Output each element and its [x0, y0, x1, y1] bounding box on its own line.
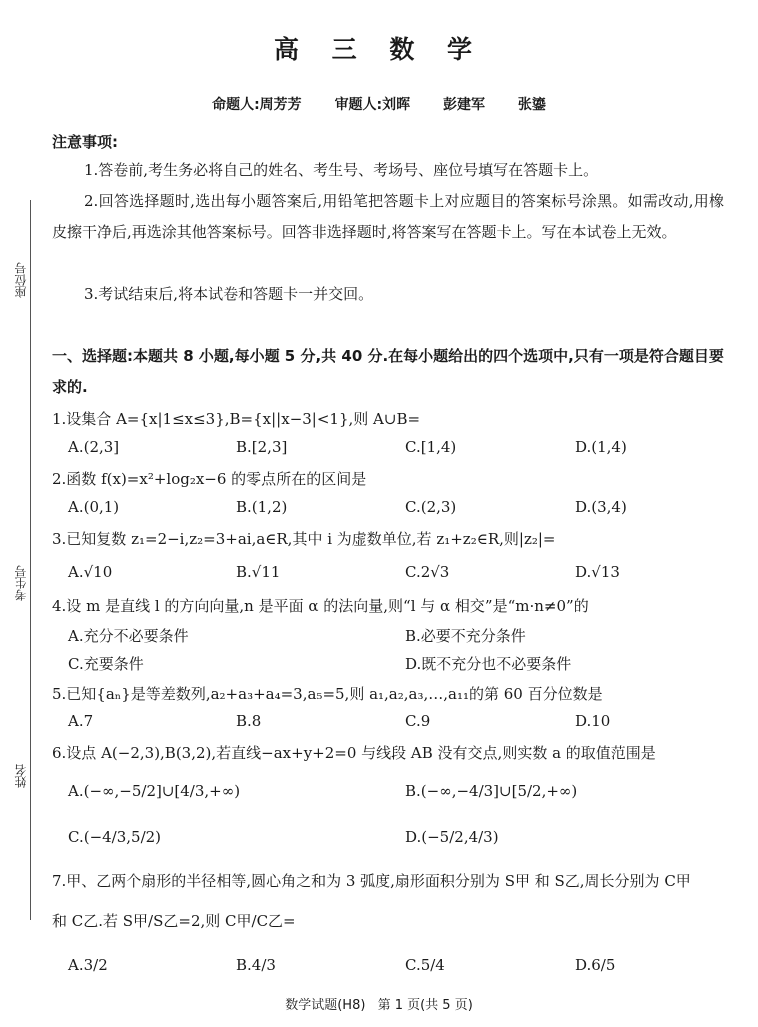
binding-line [30, 200, 31, 920]
question-3-option-d: D.√13 [575, 563, 620, 581]
candidate-number-label: 考生号 [14, 565, 28, 601]
question-7-option-b: B.4/3 [236, 956, 276, 974]
question-4-option-b: B.必要不充分条件 [405, 627, 526, 645]
seat-number-label: 座位号 [14, 262, 28, 298]
question-1-stem: 1.设集合 A={x|1≤x≤3},B={x||x−3|<1},则 A∪B= [52, 410, 421, 428]
footer-subject: 数学试题(H8) [285, 998, 366, 1013]
question-2-option-c: C.(2,3) [405, 498, 457, 516]
question-5-stem: 5.已知{aₙ}是等差数列,a₂+a₃+a₄=3,a₅=5,则 a₁,a₂,a₃,…,a₁₁的第 60 百分位数是 [52, 685, 603, 703]
question-4-stem: 4.设 m 是直线 l 的方向向量,n 是平面 α 的法向量,则“l 与 α 相交”是“m·n≠0”的 [52, 597, 589, 615]
question-6-option-a: A.(−∞,−5/2]∪[4/3,+∞) [68, 782, 241, 800]
notice-item-2: 2.回答选择题时,选出每小题答案后,用铅笔把答题卡上对应题目的答案标号涂黑。如需改动,用橡皮擦干净后,再选涂其他答案标号。回答非选择题时,将答案写在答题卡上。写在本试卷上无效。 [52, 192, 724, 241]
question-6-option-b: B.(−∞,−4/3]∪[5/2,+∞) [405, 782, 578, 800]
author-setter: 命题人:周芳芳 [212, 97, 302, 113]
notice-item-3: 3.考试结束后,将本试卷和答题卡一并交回。 [84, 285, 374, 303]
question-2-option-a: A.(0,1) [68, 498, 120, 516]
question-1-option-c: C.[1,4) [405, 438, 457, 456]
name-label: 姓名 [14, 764, 28, 788]
question-5-option-a: A.7 [68, 712, 94, 730]
authors-line [0, 94, 758, 114]
question-3-option-a: A.√10 [68, 563, 113, 581]
author-reviewer-3: 张鎏 [517, 97, 546, 113]
question-7-option-a: A.3/2 [68, 956, 108, 974]
question-5-option-b: B.8 [236, 712, 262, 730]
question-7-option-d: D.6/5 [575, 956, 616, 974]
question-6-option-c: C.(−4/3,5/2) [68, 828, 162, 846]
question-3-stem: 3.已知复数 z₁=2−i,z₂=3+ai,a∈R,其中 i 为虚数单位,若 z₁+z₂∈R,则|z₂|= [52, 530, 556, 548]
question-4-option-d: D.既不充分也不必要条件 [405, 655, 572, 673]
question-7-option-c: C.5/4 [405, 956, 445, 974]
question-2-option-b: B.(1,2) [236, 498, 288, 516]
question-5-option-d: D.10 [575, 712, 611, 730]
page-footer [0, 994, 758, 1013]
question-5-option-c: C.9 [405, 712, 431, 730]
page-title: 高 三 数 学 [273, 35, 485, 64]
question-2-option-d: D.(3,4) [575, 498, 627, 516]
question-6-option-d: D.(−5/2,4/3) [405, 828, 499, 846]
question-1-option-a: A.(2,3] [68, 438, 120, 456]
question-4-option-c: C.充要条件 [68, 655, 144, 673]
question-1-option-b: B.[2,3] [236, 438, 288, 456]
question-1-option-d: D.(1,4) [575, 438, 627, 456]
question-2-stem: 2.函数 f(x)=x²+log₂x−6 的零点所在的区间是 [52, 470, 367, 488]
notice-heading: 注意事项: [52, 133, 118, 151]
footer-page-number: 第 1 页(共 5 页) [377, 998, 473, 1013]
notice-item-1: 1.答卷前,考生务必将自己的姓名、考生号、考场号、座位号填写在答题卡上。 [84, 161, 599, 179]
question-7-stem-cont: 和 C乙.若 S甲/S乙=2,则 C甲/C乙= [52, 912, 296, 930]
author-reviewer-1: 审题人:刘晖 [334, 97, 411, 113]
author-reviewer-2: 彭建军 [443, 97, 486, 113]
question-3-option-b: B.√11 [236, 563, 281, 581]
question-6-stem: 6.设点 A(−2,3),B(3,2),若直线−ax+y+2=0 与线段 AB 没有交点,则实数 a 的取值范围是 [52, 744, 656, 762]
question-3-option-c: C.2√3 [405, 563, 450, 581]
question-4-option-a: A.充分不必要条件 [68, 627, 189, 645]
section-heading: 一、选择题:本题共 8 小题,每小题 5 分,共 40 分.在每小题给出的四个选项中,只有一项是符合题目要求的. [52, 347, 724, 396]
question-7-stem: 7.甲、乙两个扇形的半径相等,圆心角之和为 3 弧度,扇形面积分别为 S甲 和 S乙,周长分别为 C甲 [52, 872, 691, 890]
